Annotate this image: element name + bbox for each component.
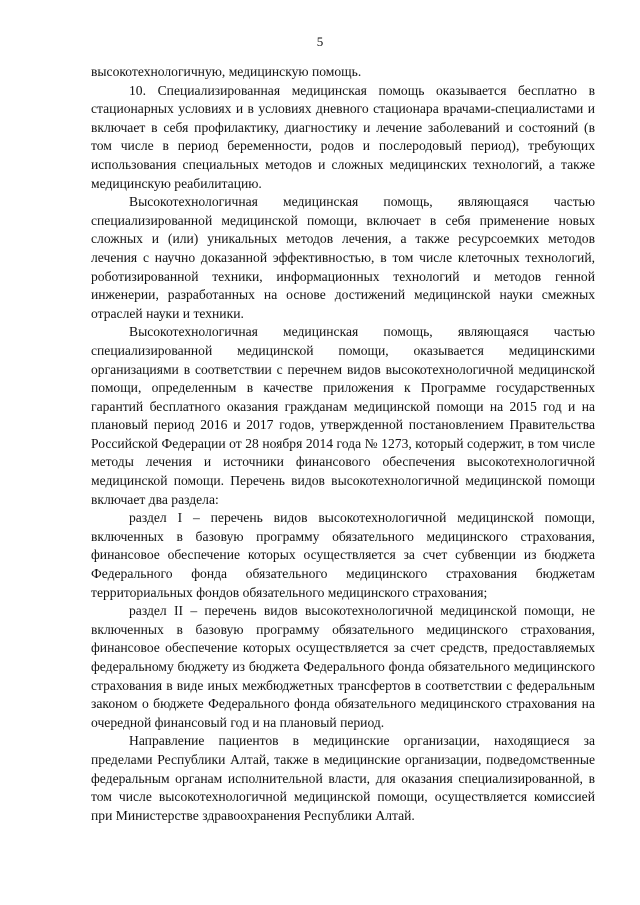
paragraph-specialized-care: 10. Специализированная медицинская помощь оказывается бесплатно в стационарных условиях и в условиях дневного стационара врачами-специалистами и включает в себя профилактику, диагностику и лечение заболеваний и состояний (в том числе в период беременности, родов и послеродовый период), требующих использования специальных методов и сложных медицинских технологий, а также медицинскую реабилитацию. [91,82,595,191]
paragraph-high-tech-definition: Высокотехнологичная медицинская помощь, являющаяся частью специализированной медицинской помощи, включает в себя применение новых сложных и (или) уникальных методов лечения, а также ресурсоемких методов лечения с научно доказанной эффективностью, в том числе клеточных технологий, роботизированной техники, информационных технологий и методов генной инженерии, разработанных на основе достижений медицинской науки смежных отраслей науки и техники. [91,194,595,321]
paragraph-section-two: раздел II – перечень видов высокотехнологичной медицинской помощи, не включенных в базовую программу обязательного медицинского страхования, финансовое обеспечение которых осуществляется за счет средств, предоставляемых федеральному бюджету из бюджета Федерального фонда обязательного медицинского страхования в виде иных межбюджетных трансфертов в соответствии с федеральным законом о бюджете Федерального фонда обязательного медицинского страхования на очередной финансовый год и на плановый период. [91,603,595,730]
page-number: 5 [316,34,324,49]
paragraph-section-one: раздел I – перечень видов высокотехнологичной медицинской помощи, включенных в базовую программу обязательного медицинского страхования, финансовое обеспечение которых осуществляется за счет субвенции из бюджета Федерального фонда обязательного медицинского страхования бюджетам территориальных фондов обязательного медицинского страхования; [91,510,595,600]
paragraph-patient-referral: Направление пациентов в медицинские организации, находящиеся за пределами Республики Алтай, также в медицинские организации, подведомственные федеральным органам исполнительной власти, для оказания специализированной, в том числе высокотехнологичной медицинской помощи, осуществляется комиссией при Министерстве здравоохранения Республики Алтай. [91,733,595,823]
document-body [91,63,595,825]
paragraph-continuation: высокотехнологичную, медицинскую помощь. [91,64,362,79]
paragraph-high-tech-provision: Высокотехнологичная медицинская помощь, являющаяся частью специализированной медицинской помощи, оказывается медицинскими организациями в соответствии с перечнем видов высокотехнологичной медицинской помощи, определенным в качестве приложения к Программе государственных гарантий бесплатного оказания гражданам медицинской помощи на 2015 год и на плановый период 2016 и 2017 годов, утвержденной постановлением Правительства Российской Федерации от 28 ноября 2014 года № 1273, который содержит, в том числе методы лечения и источники финансового обеспечения высокотехнологичной медицинской помощи. Перечень видов высокотехнологичной медицинской помощи включает два раздела: [91,324,595,507]
